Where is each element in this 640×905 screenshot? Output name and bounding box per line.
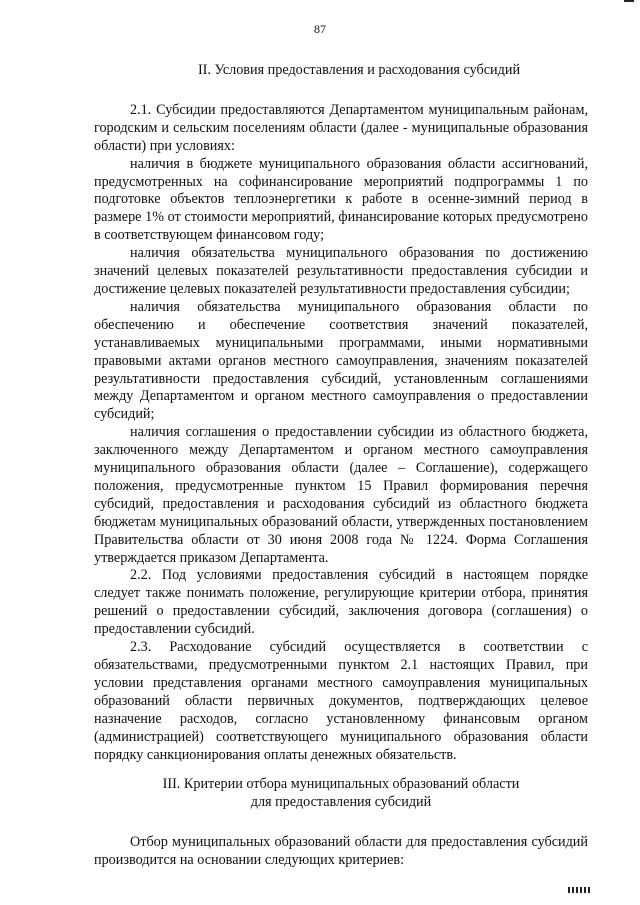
paragraph-3-intro: Отбор муниципальных образований области для предоставления субсидий производится на основании следующих критериев: (94, 834, 588, 869)
scan-corner-mark (624, 0, 634, 2)
condition-budget-allocations: наличия в бюджете муниципального образования области ассигнований, предусмотренных на софинансирование мероприятий подпрограммы 1 по подготовке объектов теплоэнергетики к работе в осенне-зимний период в размере 1% от стоимости мероприятий, финансирование которых предусмотрено в соответствующем финансовом году; (94, 155, 588, 244)
document-body (94, 62, 588, 870)
section-3-title-line-1: III. Критерии отбора муниципальных образований области (162, 776, 520, 793)
condition-target-indicators: наличия обязательства муниципального образования по достижению значений целевых показателей результативности предоставления субсидии и достижение целевых показателей результативности предоставления субсидии; (94, 245, 588, 297)
condition-agreement: наличия соглашения о предоставлении субсидии из областного бюджета, заключенного между Департаментом и органом местного самоуправления муниципального образования области (далее – Соглашение), содержащего положения, предусмотренные пунктом 15 Правил формирования перечня субсидий, предоставления и расходования субсидий из областного бюджета бюджетам муниципальных образований области, утвержденных постановлением Правительства области от 30 июня 2008 года № 1224. Форма Соглашения утверждается приказом Департамента. (94, 424, 588, 566)
scan-barcode-mark (568, 887, 592, 893)
condition-indicator-compliance: наличия обязательства муниципального образования области по обеспечению и обеспечение соответствия значений показателей, устанавливаемых муниципальными программами, иными нормативными правовыми актами органов местного самоуправления, значениям показателей результативности предоставления субсидий, установленным соглашениями между Департаментом и органом местного самоуправления о предоставлении субсидий; (94, 298, 588, 423)
paragraph-2-3: 2.3. Расходование субсидий осуществляется в соответствии с обязательствами, предусмотренными пунктом 2.1 настоящих Правил, при условии представления органами местного самоуправления муниципальных образований области первичных документов, подтверждающих целевое назначение расходов, согласно установленному финансовым органом (администрацией) соответствующего муниципального образования области порядку санкционирования оплаты денежных обязательств. (94, 639, 588, 763)
section-3-title-line-2: для предоставления субсидий (250, 794, 432, 811)
page-number: 87 (314, 22, 326, 36)
paragraph-2-2: 2.2. Под условиями предоставления субсидий в настоящем порядке следует также понимать положение, регулирующие критерии отбора, принятия решений о предоставлении субсидий, заключения договора (соглашения) о предоставлении субсидий. (94, 567, 588, 638)
paragraph-2-1: 2.1. Субсидии предоставляются Департаментом муниципальным районам, городским и сельским поселениям области (далее - муниципальные образования области) при условиях: (94, 101, 588, 154)
section-3-title (94, 776, 588, 812)
section-2-title: II. Условия предоставления и расходования субсидий (197, 62, 521, 78)
